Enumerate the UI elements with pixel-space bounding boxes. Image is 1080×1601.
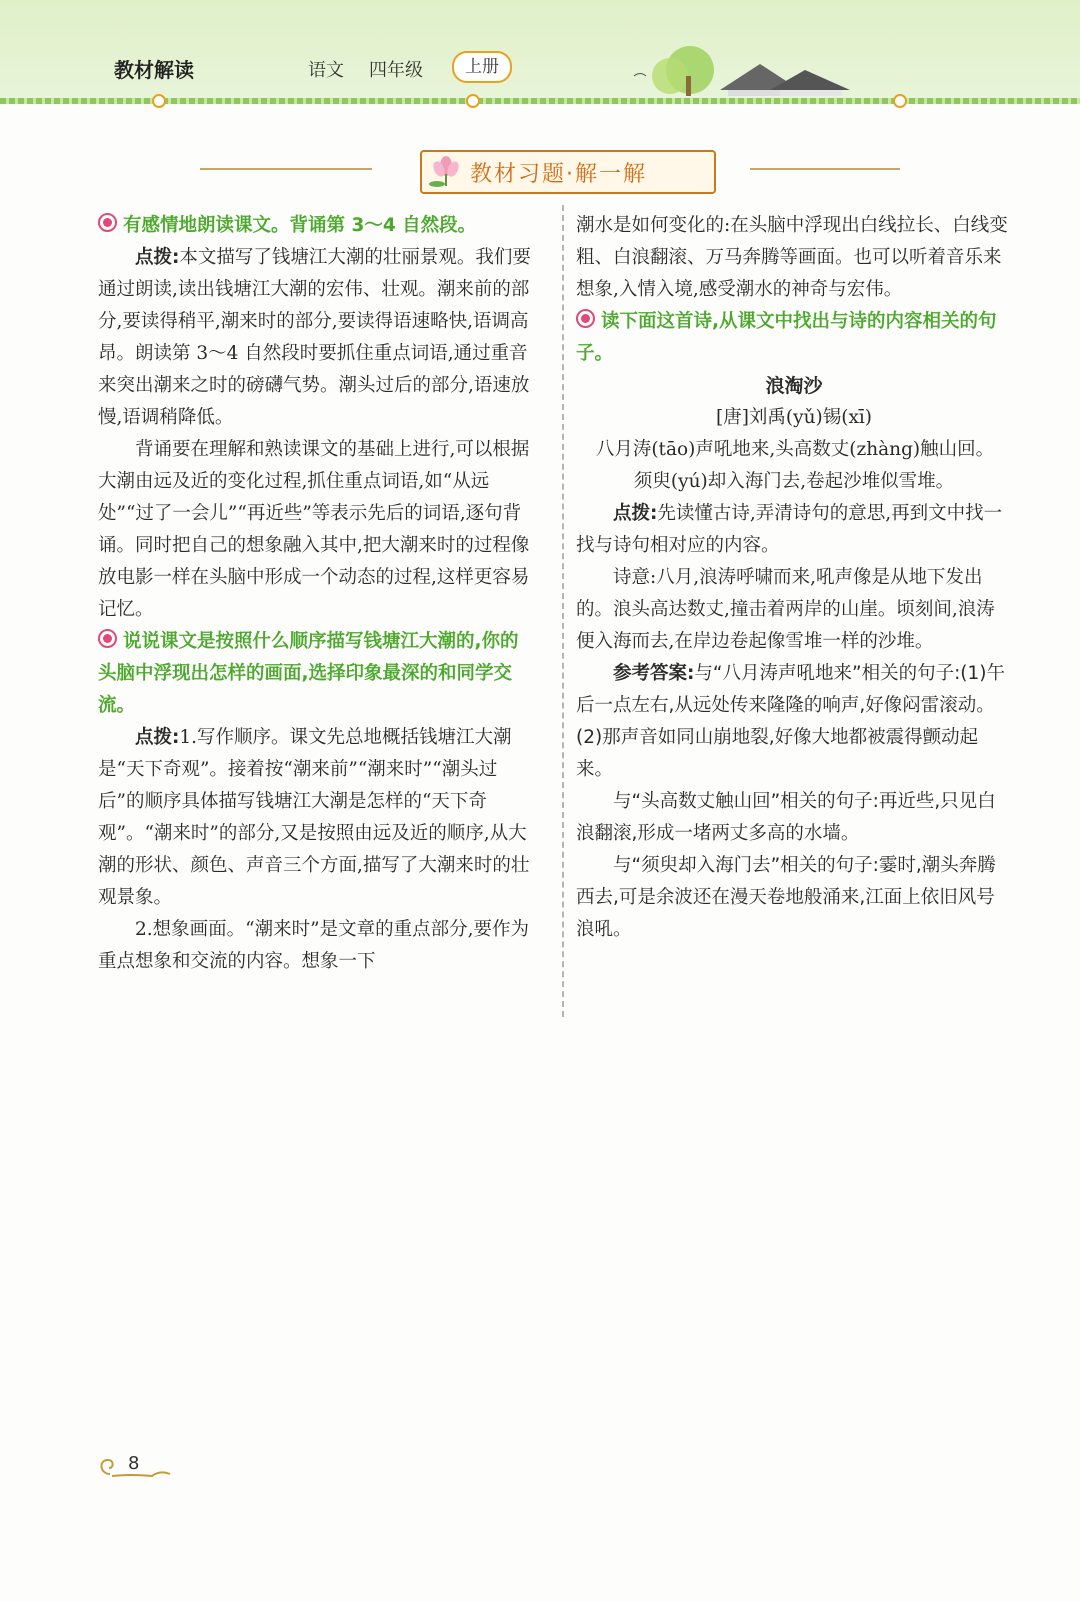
poem-line-2: 须臾(yú)却入海门去,卷起沙堆似雪堆。 bbox=[633, 471, 955, 492]
answer-text: 与“八月涛声吼地来”相关的句子:(1)午后一点左右,从远处传来隆隆的响声,好像闷雷滚动。(2)那声音如同山崩地裂,好像大地都被震得颤动起来。 bbox=[576, 663, 1006, 780]
page-header bbox=[0, 0, 1080, 104]
lotus-icon bbox=[428, 152, 464, 188]
question-2-tip-para-2: 2.想象画面。“潮来时”是文章的重点部分,要作为重点想象和交流的内容。想象一下 bbox=[98, 919, 529, 972]
poem-line-1: 八月涛(tāo)声吼地来,头高数丈(zhàng)触山回。 bbox=[595, 439, 995, 460]
section-title-box bbox=[420, 150, 716, 194]
title-rule-right bbox=[750, 168, 900, 170]
header-dot bbox=[893, 94, 907, 108]
question-2 bbox=[98, 626, 534, 722]
section-title: 教材习题·解一解 bbox=[470, 162, 647, 187]
tip-text: 1.写作顺序。课文先总地概括钱塘江大潮是“天下奇观”。接着按“潮来前”“潮来时”“潮头过后”的顺序具体描写钱塘江大潮是怎样的“天下奇观”。“潮来时”的部分,又是按照由远及近的顺序,从大潮的形状、颜色、声音三个方面,描写了大潮来时的壮观景象。 bbox=[98, 727, 530, 908]
question-1-tip-para-2: 背诵要在理解和熟读课文的基础上进行,可以根据大潮由远及近的变化过程,抓住重点词语,如“从远处”“过了一会儿”“再近些”等表示先后的词语,逐句背诵。同时把自己的想象融入其中,把大潮来时的过程像放电影一样在头脑中形成一个动态的过程,这样更容易记忆。 bbox=[98, 439, 530, 620]
question-1-text: 有感情地朗读课文。背诵第 3～4 自然段。 bbox=[123, 215, 477, 236]
right-column bbox=[576, 210, 1012, 946]
header-dot bbox=[152, 94, 166, 108]
volume-badge: 上册 bbox=[452, 51, 512, 83]
title-rule-left bbox=[200, 168, 372, 170]
question-2-tip bbox=[98, 722, 534, 914]
poem-author: [唐]刘禹(yǔ)锡(xī) bbox=[715, 407, 873, 428]
question-bullet-icon bbox=[98, 629, 117, 648]
answer-para-2: 与“头高数丈触山回”相关的句子:再近些,只见白浪翻滚,形成一堵两丈多高的水墙。 bbox=[576, 791, 996, 844]
tip-label: 点拨: bbox=[135, 247, 180, 268]
house-tree-illustration bbox=[620, 40, 880, 100]
tip-text: 先读懂古诗,弄清诗句的意思,再到文中找一找与诗句相对应的内容。 bbox=[576, 503, 1003, 556]
question-bullet-icon bbox=[98, 213, 117, 232]
grade-label: 四年级 bbox=[369, 60, 423, 81]
question-3-text: 读下面这首诗,从课文中找出与诗的内容相关的句子。 bbox=[576, 311, 997, 364]
question-2-text: 说说课文是按照什么顺序描写钱塘江大潮的,你的头脑中浮现出怎样的画面,选择印象最深的和同学交流。 bbox=[98, 631, 519, 716]
question-1-tip bbox=[98, 242, 534, 434]
question-bullet-icon bbox=[576, 309, 595, 328]
header-dot bbox=[466, 94, 480, 108]
poem-tip bbox=[576, 498, 1012, 562]
tip-text: 本文描写了钱塘江大潮的壮丽景观。我们要通过朗读,读出钱塘江大潮的宏伟、壮观。潮来前的部分,要读得稍平,潮来时的部分,要读得语速略快,语调高昂。朗读第 3～4 自然段时要抓住重点词语,通过重音来突出潮来之时的磅礴气势。潮头过后的部分,语速放慢,语调稍降低。 bbox=[98, 247, 531, 428]
tip-label: 点拨: bbox=[613, 503, 658, 524]
continued-text: 潮水是如何变化的:在头脑中浮现出白线拉长、白线变粗、白浪翻滚、万马奔腾等画面。也可以听着音乐来想象,入情入境,感受潮水的神奇与宏伟。 bbox=[576, 215, 1008, 300]
answer-label: 参考答案: bbox=[613, 663, 695, 684]
column-divider bbox=[562, 205, 564, 1017]
tip-label: 点拨: bbox=[135, 727, 180, 748]
answer-para-1 bbox=[576, 658, 1012, 786]
subject-label: 语文 bbox=[308, 60, 344, 81]
question-3 bbox=[576, 306, 1012, 370]
poem-title: 浪淘沙 bbox=[765, 375, 823, 397]
page-number: 8 bbox=[128, 1453, 140, 1474]
answer-para-3: 与“须臾却入海门去”相关的句子:霎时,潮头奔腾西去,可是余波还在漫天卷地般涌来,江面上依旧风号浪吼。 bbox=[576, 855, 996, 940]
left-column bbox=[98, 210, 534, 978]
question-1 bbox=[98, 210, 534, 242]
book-title: 教材解读 bbox=[114, 58, 194, 82]
poem-meaning: 诗意:八月,浪涛呼啸而来,吼声像是从地下发出的。浪头高达数丈,撞击着两岸的山崖。顷刻间,浪涛便入海而去,在岸边卷起像雪堆一样的沙堆。 bbox=[576, 567, 995, 652]
